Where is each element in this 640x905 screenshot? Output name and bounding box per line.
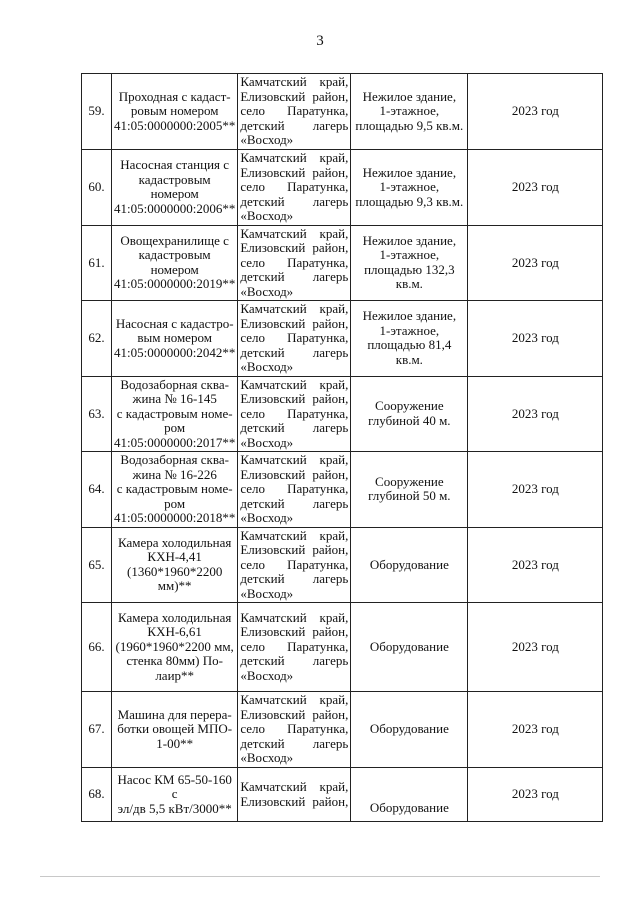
location-line: детский лагерь: [240, 495, 349, 511]
name-line: вым номером: [137, 330, 212, 345]
location-line: детский лагерь: [240, 571, 349, 586]
object-description: [351, 376, 468, 452]
name-line: Водозаборная сква-: [120, 376, 229, 392]
location-line: село Паратунка,: [240, 330, 349, 345]
location-line: село Паратунка,: [240, 481, 349, 496]
location-line: детский лагерь: [240, 117, 349, 133]
row-number: 62.: [82, 301, 112, 377]
name-line: эл/дв 5,5 кВт/3000**: [117, 800, 232, 816]
location-line: село Паратунка,: [240, 556, 349, 572]
location-line: детский лагерь: [240, 344, 349, 360]
table-row: [82, 692, 603, 768]
location-line: «Восход»: [240, 434, 294, 450]
name-line: ром: [164, 420, 186, 435]
location-line: Камчатский край,: [240, 692, 349, 708]
object-location: [238, 225, 351, 301]
location-line: Камчатский край,: [240, 301, 349, 316]
description-line: 1-этажное,: [379, 247, 440, 263]
object-location: [238, 74, 351, 150]
name-line: 1-00**: [156, 735, 194, 751]
location-line: Камчатский край,: [240, 74, 349, 90]
description-line: Оборудование: [369, 799, 449, 815]
row-number: 68.: [82, 768, 112, 822]
location-line: Камчатский край,: [240, 527, 349, 543]
object-description: [351, 768, 468, 822]
name-line: 41:05:0000000:2006**: [114, 200, 236, 216]
name-line: ром: [164, 495, 186, 511]
location-line: «Восход»: [240, 510, 294, 525]
description-line: Сооружение: [375, 473, 444, 489]
location-line: Елизовский район,: [240, 706, 349, 722]
name-line: Насос КМ 65-50-160 с: [117, 771, 232, 802]
location-line: село Паратунка,: [240, 405, 349, 421]
name-line: лаир**: [155, 667, 195, 683]
description-line: Нежилое здание,: [362, 308, 457, 324]
description-line: 1-этажное,: [379, 322, 440, 338]
object-year: 2023 год: [468, 768, 603, 822]
row-number: 63.: [82, 376, 112, 452]
object-name: [112, 527, 238, 603]
name-line: кадастровым номером: [138, 171, 211, 202]
table-row: [82, 376, 603, 452]
name-line: Машина для перера-: [117, 706, 232, 722]
object-description: [351, 692, 468, 768]
row-number: 67.: [82, 692, 112, 768]
description-line: площадью 81,4: [367, 337, 452, 353]
name-line: (1960*1960*2200 мм,: [115, 638, 234, 654]
object-description: [351, 527, 468, 603]
name-line: Насосная с кадастро-: [115, 315, 234, 331]
object-location: [238, 692, 351, 768]
location-line: Елизовский район,: [240, 391, 349, 406]
object-name: [112, 768, 238, 822]
object-location: [238, 452, 351, 528]
description-line: Нежилое здание,: [362, 164, 457, 180]
object-name: [112, 225, 238, 301]
page-edge-line: [40, 876, 600, 877]
object-description: [351, 74, 468, 150]
object-location: [238, 768, 351, 822]
location-line: «Восход»: [240, 750, 294, 766]
name-line: Проходная с кадаст-: [118, 88, 231, 104]
object-year: 2023 год: [468, 603, 603, 692]
location-line: Елизовский район,: [240, 164, 349, 180]
object-location: [238, 301, 351, 377]
object-name: [112, 376, 238, 452]
object-location: [238, 376, 351, 452]
name-line: жина № 16-226: [132, 466, 217, 482]
name-line: КХН-6,61: [147, 624, 202, 640]
property-table: [81, 73, 603, 822]
description-line: кв.м.: [395, 276, 423, 292]
description-line: площадью 9,3 кв.м.: [355, 193, 464, 209]
row-number: 60.: [82, 150, 112, 226]
description-line: 1-этажное,: [379, 103, 440, 119]
object-location: [238, 527, 351, 603]
location-line: Елизовский район,: [240, 88, 349, 104]
name-line: 41:05:0000000:2018**: [114, 510, 236, 525]
object-description: [351, 150, 468, 226]
object-year: 2023 год: [468, 452, 603, 528]
name-line: ровым номером: [130, 103, 219, 119]
name-line: с кадастровым номе-: [116, 405, 233, 421]
description-line: площадью 132,3: [364, 261, 455, 277]
location-line: село Паратунка,: [240, 638, 349, 654]
object-description: [351, 301, 468, 377]
name-line: 41:05:0000000:2017**: [114, 434, 236, 450]
description-line: площадью 9,5 кв.м.: [355, 117, 464, 133]
description-line: Оборудование: [369, 556, 449, 572]
table-row: [82, 301, 603, 377]
object-year: 2023 год: [468, 527, 603, 603]
name-line: ботки овощей МПО-: [117, 721, 233, 737]
name-line: Овощехранилище с: [120, 232, 229, 248]
object-name: [112, 301, 238, 377]
row-number: 66.: [82, 603, 112, 692]
name-line: КХН-4,41: [147, 549, 202, 565]
name-line: Камера холодильная: [117, 534, 232, 550]
name-line: кадастровым номером: [138, 247, 211, 277]
description-line: Оборудование: [369, 721, 449, 737]
description-line: Сооружение: [375, 398, 444, 414]
description-line: глубиной 40 м.: [368, 412, 451, 428]
name-line: Насосная станция с: [120, 157, 230, 173]
location-line: Камчатский край,: [240, 376, 349, 392]
table-row: [82, 768, 603, 822]
location-line: «Восход»: [240, 283, 294, 299]
location-line: «Восход»: [240, 359, 294, 374]
object-location: [238, 150, 351, 226]
object-year: 2023 год: [468, 74, 603, 150]
row-number: 61.: [82, 225, 112, 301]
location-line: Елизовский район,: [240, 542, 349, 557]
description-line: Оборудование: [369, 638, 449, 654]
location-line: село Паратунка,: [240, 179, 349, 194]
description-line: Нежилое здание,: [362, 88, 457, 104]
object-description: [351, 603, 468, 692]
table-row: [82, 74, 603, 150]
row-number: 65.: [82, 527, 112, 603]
name-line: (1360*1960*2200: [127, 563, 223, 579]
object-name: [112, 74, 238, 150]
location-line: Камчатский край,: [240, 452, 349, 467]
location-line: детский лагерь: [240, 735, 349, 751]
object-description: [351, 452, 468, 528]
name-line: Камера холодильная: [117, 609, 232, 625]
object-name: [112, 150, 238, 226]
location-line: Елизовский район,: [240, 793, 349, 809]
object-name: [112, 452, 238, 528]
object-year: 2023 год: [468, 225, 603, 301]
name-line: 41:05:0000000:2042**: [114, 344, 236, 360]
object-year: 2023 год: [468, 376, 603, 452]
name-line: стенка 80мм) По-: [126, 653, 223, 669]
location-line: Елизовский район,: [240, 240, 349, 255]
row-number: 64.: [82, 452, 112, 528]
name-line: с кадастровым номе-: [116, 481, 233, 496]
location-line: «Восход»: [240, 585, 294, 601]
object-year: 2023 год: [468, 692, 603, 768]
name-line: жина № 16-145: [132, 391, 217, 406]
name-line: Водозаборная сква-: [120, 452, 229, 467]
location-line: детский лагерь: [240, 653, 349, 669]
location-line: Елизовский район,: [240, 624, 349, 640]
location-line: село Паратунка,: [240, 721, 349, 737]
table-row: [82, 527, 603, 603]
name-line: мм)**: [157, 578, 192, 594]
location-line: село Паратунка,: [240, 254, 349, 270]
page-number: 3: [316, 33, 324, 49]
row-number: 59.: [82, 74, 112, 150]
table-row: [82, 452, 603, 528]
location-line: Елизовский район,: [240, 315, 349, 331]
location-line: Камчатский край,: [240, 150, 349, 165]
object-name: [112, 692, 238, 768]
location-line: Камчатский край,: [240, 779, 349, 794]
name-line: 41:05:0000000:2005**: [114, 117, 236, 133]
object-description: [351, 225, 468, 301]
location-line: Камчатский край,: [240, 609, 349, 625]
location-line: детский лагерь: [240, 269, 349, 284]
description-line: кв.м.: [395, 351, 423, 367]
location-line: «Восход»: [240, 208, 294, 223]
location-line: детский лагерь: [240, 193, 349, 209]
location-line: село Паратунка,: [240, 103, 349, 119]
table-row: [82, 150, 603, 226]
location-line: Елизовский район,: [240, 466, 349, 482]
object-year: 2023 год: [468, 301, 603, 377]
description-line: 1-этажное,: [379, 179, 440, 194]
table-row: [82, 225, 603, 301]
location-line: детский лагерь: [240, 420, 349, 435]
object-location: [238, 603, 351, 692]
object-name: [112, 603, 238, 692]
location-line: «Восход»: [240, 667, 294, 683]
location-line: Камчатский край,: [240, 225, 349, 241]
description-line: Нежилое здание,: [362, 232, 457, 248]
name-line: 41:05:0000000:2019**: [114, 276, 236, 292]
object-year: 2023 год: [468, 150, 603, 226]
location-line: «Восход»: [240, 132, 294, 148]
description-line: глубиной 50 м.: [368, 488, 451, 504]
table-row: [82, 603, 603, 692]
